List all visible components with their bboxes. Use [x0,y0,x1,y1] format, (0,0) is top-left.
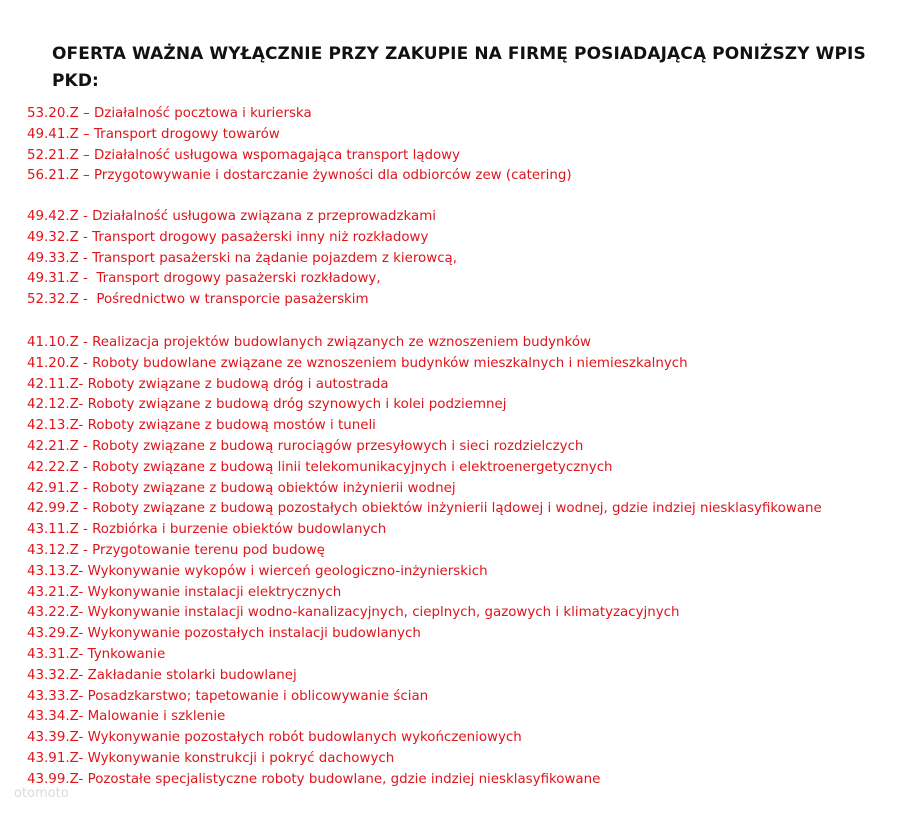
pkd-code-line: 52.32.Z - Pośrednictwo w transporcie pasażerskim [27,292,369,308]
offer-title: OFERTA WAŻNA WYŁĄCZNIE PRZY ZAKUPIE NA FIRMĘ POSIADAJĄCĄ PONIŻSZY WPIS PKD: [52,44,866,91]
pkd-code-line: 49.41.Z – Transport drogowy towarów [27,126,280,142]
pkd-code-line: 43.13.Z- Wykonywanie wykopów i wierceń geologiczno-inżynierskich [27,563,488,579]
pkd-code-line: 42.12.Z- Roboty związane z budową dróg szynowych i kolei podziemnej [27,397,507,413]
pkd-code-line: 43.33.Z- Posadzkarstwo; tapetowanie i oblicowywanie ścian [27,688,429,704]
pkd-code-line: 49.42.Z - Działalność usługowa związana z przeprowadzkami [27,209,436,224]
pkd-code-line: 42.13.Z- Roboty związane z budową mostów i tuneli [27,418,376,434]
pkd-code-line: 49.31.Z - Transport drogowy pasażerski rozkładowy, [27,271,381,287]
pkd-code-line: 43.31.Z- Tynkowanie [27,646,166,662]
pkd-code-line: 42.91.Z - Roboty związane z budową obiektów inżynierii wodnej [27,480,456,496]
pkd-section-passenger-transport [27,207,457,311]
pkd-section-construction [27,333,822,791]
pkd-code-line: 56.21.Z – Przygotowywanie i dostarczanie żywności dla odbiorców zew (catering) [27,168,572,184]
pkd-code-line: 43.34.Z- Malowanie i szklenie [27,709,226,725]
pkd-code-line: 42.22.Z - Roboty związane z budową linii telekomunikacyjnych i elektroenergetycznych [27,459,613,475]
pkd-code-line: 49.33.Z - Transport pasażerski na żądanie pojazdem z kierowcą, [27,250,458,266]
pkd-code-line: 43.99.Z- Pozostałe specjalistyczne roboty budowlane, gdzie indziej niesklasyfikowane [27,771,601,787]
pkd-code-line: 42.99.Z - Roboty związane z budową pozostałych obiektów inżynierii lądowej i wodnej, gdzie indziej niesklasyfikowane [27,501,822,517]
pkd-code-line: 43.11.Z - Rozbiórka i burzenie obiektów budowlanych [27,522,387,538]
watermark: otomoto [14,786,69,801]
pkd-code-line: 42.21.Z - Roboty związane z budową rurociągów przesyłowych i sieci rozdzielczych [27,438,584,454]
pkd-code-line: 41.10.Z - Realizacja projektów budowlanych związanych ze wznoszeniem budynków [27,335,591,350]
pkd-code-line: 42.11.Z- Roboty związane z budową dróg i autostrada [27,376,389,392]
pkd-code-line: 53.20.Z – Działalność pocztowa i kurierska [27,106,312,121]
pkd-code-line: 43.29.Z- Wykonywanie pozostałych instalacji budowlanych [27,626,421,642]
pkd-code-line: 43.21.Z- Wykonywanie instalacji elektrycznych [27,584,342,600]
pkd-code-line: 41.20.Z - Roboty budowlane związane ze wznoszeniem budynków mieszkalnych i niemieszkalnych [27,355,688,371]
pkd-code-line: 43.91.Z- Wykonywanie konstrukcji i pokryć dachowych [27,750,395,766]
pkd-code-line: 43.12.Z - Przygotowanie terenu pod budowę [27,542,325,558]
pkd-code-line: 43.32.Z- Zakładanie stolarki budowlanej [27,667,297,683]
pkd-code-line: 43.39.Z- Wykonywanie pozostałych robót budowlanych wykończeniowych [27,730,522,746]
pkd-code-line: 52.21.Z – Działalność usługowa wspomagająca transport lądowy [27,147,461,163]
pkd-code-line: 49.32.Z - Transport drogowy pasażerski inny niż rozkładowy [27,229,429,245]
pkd-section-courier-transport [27,104,572,187]
pkd-code-line: 43.22.Z- Wykonywanie instalacji wodno-kanalizacyjnych, cieplnych, gazowych i klimatyzacyjnych [27,605,680,621]
